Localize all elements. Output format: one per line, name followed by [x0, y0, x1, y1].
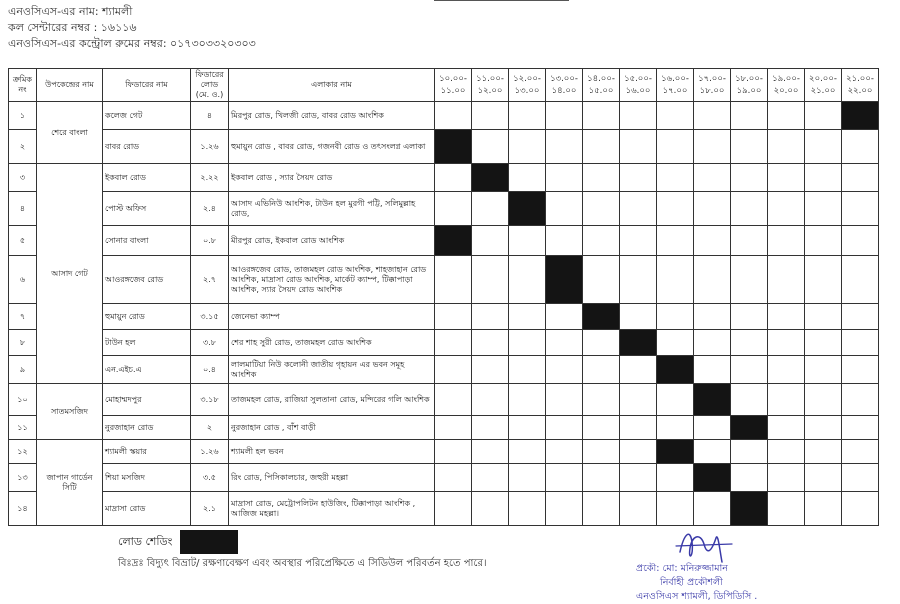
time-slot-to: ১৮.০০: [699, 86, 725, 96]
time-slot-cell: [657, 256, 694, 304]
time-slot-cell: [694, 356, 731, 384]
load-shedding-slot: [583, 304, 620, 330]
time-slot-cell: [657, 330, 694, 356]
time-slot-cell: [546, 130, 583, 164]
time-slot-cell: [583, 164, 620, 192]
time-slot-to: ১৬.০০: [625, 86, 651, 96]
load-cell: ১.২৬: [191, 130, 229, 164]
time-slot-cell: [805, 130, 842, 164]
feeder-cell: ইকবাল রোড: [103, 164, 191, 192]
table-header-row: [9, 69, 879, 102]
time-slot-cell: [842, 304, 879, 330]
call-center-number: কল সেন্টারের নম্বর : ১৬১১৬: [8, 21, 137, 34]
time-slot-cell: [546, 192, 583, 226]
time-slot-cell: [768, 226, 805, 256]
header-time-slot: [842, 69, 879, 102]
load-cell: ২: [191, 416, 229, 440]
time-slot-cell: [805, 164, 842, 192]
signatory-title: নির্বাহী প্রকৌশলী: [660, 577, 723, 588]
table-row: [9, 356, 879, 384]
substation-cell: জাপান গার্ডেন সিটি: [37, 440, 103, 526]
time-slot-cell: [805, 440, 842, 464]
time-slot-cell: [842, 256, 879, 304]
serial-cell: ৭: [9, 304, 37, 330]
document-header: [8, 4, 256, 52]
time-slot-to: ১৯.০০: [736, 86, 762, 96]
time-slot-cell: [657, 130, 694, 164]
time-slot-from: ২১.০০-: [846, 74, 874, 84]
serial-cell: ২: [9, 130, 37, 164]
time-slot-to: ১৪.০০: [551, 86, 577, 96]
signature-scribble: [620, 522, 780, 566]
time-slot-cell: [509, 330, 546, 356]
area-cell: লালমাটিয়া নিউ কলোনী জাতীয় গৃহায়ন এর ভবন সমূহ আংশিক: [229, 356, 435, 384]
table-row: [9, 226, 879, 256]
time-slot-cell: [768, 464, 805, 492]
feeder-cell: এন.এইচ.এ: [103, 356, 191, 384]
time-slot-cell: [472, 304, 509, 330]
time-slot-cell: [472, 226, 509, 256]
header-time-slot: [620, 69, 657, 102]
serial-cell: ১৩: [9, 464, 37, 492]
time-slot-cell: [805, 330, 842, 356]
time-slot-cell: [657, 464, 694, 492]
load-cell: ৩.১৮: [191, 384, 229, 416]
load-cell: ২.২২: [191, 164, 229, 192]
control-room-number: এনওসিএস-এর কন্ট্রোল রুমের নম্বর: ০১৭৩০৩৩২০৩০৩: [8, 37, 256, 50]
load-shedding-slot: [435, 130, 472, 164]
time-slot-to: ২০.০০: [773, 86, 799, 96]
time-slot-from: ১১.০০-: [476, 74, 504, 84]
time-slot-cell: [657, 416, 694, 440]
time-slot-cell: [842, 356, 879, 384]
table-row: [9, 192, 879, 226]
time-slot-from: ১৫.০০-: [624, 74, 652, 84]
header-time-slot: [472, 69, 509, 102]
time-slot-cell: [842, 464, 879, 492]
time-slot-cell: [694, 492, 731, 526]
time-slot-cell: [435, 304, 472, 330]
time-slot-from: ১৮.০০-: [735, 74, 763, 84]
top-rule: [434, 0, 569, 1]
serial-cell: ৮: [9, 330, 37, 356]
time-slot-cell: [805, 192, 842, 226]
time-slot-cell: [583, 102, 620, 130]
time-slot-cell: [509, 384, 546, 416]
time-slot-cell: [842, 492, 879, 526]
time-slot-cell: [842, 130, 879, 164]
time-slot-cell: [768, 102, 805, 130]
time-slot-cell: [768, 416, 805, 440]
time-slot-cell: [731, 256, 768, 304]
feeder-cell: হুমায়ুন রোড: [103, 304, 191, 330]
time-slot-cell: [472, 492, 509, 526]
time-slot-cell: [694, 440, 731, 464]
load-cell: ২.১: [191, 492, 229, 526]
header-time-slot: [768, 69, 805, 102]
time-slot-cell: [768, 492, 805, 526]
header-feeder: ফিডারের নাম: [103, 69, 191, 102]
time-slot-cell: [435, 464, 472, 492]
area-cell: আসাদ এভিনিউ আংশিক, টাউন হল মুরগী পট্টি, সলিমুল্লাহ রোড,: [229, 192, 435, 226]
time-slot-to: ১৫.০০: [588, 86, 614, 96]
time-slot-cell: [509, 492, 546, 526]
header-time-slot: [509, 69, 546, 102]
load-shedding-slot: [472, 164, 509, 192]
serial-cell: ১১: [9, 416, 37, 440]
load-shedding-slot: [435, 226, 472, 256]
header-time-slot: [546, 69, 583, 102]
time-slot-cell: [509, 256, 546, 304]
time-slot-cell: [620, 356, 657, 384]
time-slot-to: ১১.০০: [440, 86, 466, 96]
time-slot-cell: [583, 256, 620, 304]
time-slot-cell: [583, 492, 620, 526]
header-time-slot: [435, 69, 472, 102]
load-cell: ০.৪: [191, 356, 229, 384]
load-cell: ৩.৮: [191, 330, 229, 356]
time-slot-cell: [731, 192, 768, 226]
time-slot-cell: [435, 384, 472, 416]
time-slot-cell: [694, 416, 731, 440]
load-shedding-slot: [546, 256, 583, 304]
time-slot-cell: [583, 356, 620, 384]
area-cell: তাজমহল রোড, রাজিয়া সুলতানা রোড, মন্দিরের গলি আংশিক: [229, 384, 435, 416]
table-row: [9, 416, 879, 440]
time-slot-cell: [435, 256, 472, 304]
table-row: [9, 492, 879, 526]
serial-cell: ৯: [9, 356, 37, 384]
time-slot-cell: [805, 304, 842, 330]
time-slot-cell: [546, 464, 583, 492]
time-slot-cell: [435, 492, 472, 526]
time-slot-cell: [805, 464, 842, 492]
area-cell: রিং রোড, পিসিকালচার, জহুরী মহল্লা: [229, 464, 435, 492]
serial-cell: ১: [9, 102, 37, 130]
load-cell: ৪: [191, 102, 229, 130]
time-slot-cell: [583, 384, 620, 416]
time-slot-cell: [509, 226, 546, 256]
serial-cell: ৬: [9, 256, 37, 304]
time-slot-cell: [768, 330, 805, 356]
header-time-slot: [731, 69, 768, 102]
time-slot-cell: [620, 416, 657, 440]
time-slot-cell: [694, 102, 731, 130]
load-shedding-slot: [731, 492, 768, 526]
time-slot-cell: [546, 384, 583, 416]
time-slot-cell: [842, 440, 879, 464]
feeder-cell: আওরঙ্গজেব রোড: [103, 256, 191, 304]
time-slot-cell: [768, 256, 805, 304]
time-slot-cell: [620, 304, 657, 330]
load-shedding-slot: [694, 464, 731, 492]
substation-cell: শেরে বাংলা: [37, 102, 103, 164]
time-slot-cell: [435, 330, 472, 356]
load-cell: ১.২৬: [191, 440, 229, 464]
time-slot-cell: [546, 330, 583, 356]
time-slot-cell: [657, 492, 694, 526]
time-slot-cell: [620, 226, 657, 256]
feeder-cell: শিয়া মসজিদ: [103, 464, 191, 492]
time-slot-cell: [546, 356, 583, 384]
time-slot-cell: [731, 304, 768, 330]
time-slot-cell: [731, 164, 768, 192]
time-slot-cell: [435, 102, 472, 130]
time-slot-cell: [768, 130, 805, 164]
feeder-cell: সোনার বাংলা: [103, 226, 191, 256]
load-cell: ০.৮: [191, 226, 229, 256]
load-shedding-slot: [731, 416, 768, 440]
time-slot-cell: [768, 356, 805, 384]
time-slot-to: ১২.০০: [477, 86, 503, 96]
time-slot-cell: [694, 256, 731, 304]
time-slot-cell: [731, 440, 768, 464]
load-shedding-schedule-table: [8, 68, 879, 526]
time-slot-cell: [805, 226, 842, 256]
time-slot-cell: [509, 130, 546, 164]
time-slot-cell: [805, 416, 842, 440]
time-slot-cell: [842, 192, 879, 226]
load-shedding-slot: [657, 440, 694, 464]
feeder-cell: কলেজ গেট: [103, 102, 191, 130]
time-slot-cell: [657, 192, 694, 226]
load-shedding-slot: [509, 192, 546, 226]
time-slot-cell: [583, 130, 620, 164]
time-slot-cell: [731, 356, 768, 384]
time-slot-cell: [509, 304, 546, 330]
time-slot-cell: [694, 226, 731, 256]
legend: [118, 530, 238, 554]
time-slot-cell: [694, 330, 731, 356]
table-row: [9, 464, 879, 492]
time-slot-cell: [472, 416, 509, 440]
time-slot-cell: [620, 102, 657, 130]
time-slot-cell: [583, 192, 620, 226]
time-slot-cell: [509, 356, 546, 384]
time-slot-cell: [435, 440, 472, 464]
time-slot-cell: [805, 256, 842, 304]
table-row: [9, 102, 879, 130]
time-slot-cell: [509, 464, 546, 492]
serial-cell: ৪: [9, 192, 37, 226]
time-slot-cell: [620, 440, 657, 464]
time-slot-cell: [583, 440, 620, 464]
signature-block: [636, 562, 757, 604]
load-shedding-slot: [657, 356, 694, 384]
time-slot-cell: [620, 384, 657, 416]
table-row: [9, 440, 879, 464]
area-cell: আওরঙ্গজেব রোড, তাজমহল রোড আংশিক, শাহজাহান রোড আংশিক, মাদ্রাসা রোড আংশিক, মার্কেট ক্যাম্প, টিক্কাপাড়া আংশিক, স্যার সৈয়দ রোড আংশিক: [229, 256, 435, 304]
table-row: [9, 330, 879, 356]
time-slot-cell: [768, 384, 805, 416]
time-slot-cell: [435, 356, 472, 384]
time-slot-cell: [842, 416, 879, 440]
area-cell: ইকবাল রোড , স্যার সৈয়দ রোড: [229, 164, 435, 192]
load-cell: ২.৭: [191, 256, 229, 304]
time-slot-from: ১০.০০-: [439, 74, 467, 84]
time-slot-to: ২২.০০: [847, 86, 873, 96]
feeder-cell: শ্যামলী স্কয়ার: [103, 440, 191, 464]
serial-cell: ৩: [9, 164, 37, 192]
time-slot-cell: [620, 164, 657, 192]
time-slot-cell: [546, 102, 583, 130]
legend-label: লোড শেডিং: [118, 534, 173, 548]
time-slot-from: ১৪.০০-: [587, 74, 615, 84]
time-slot-cell: [731, 102, 768, 130]
time-slot-to: ২১.০০: [810, 86, 836, 96]
time-slot-cell: [731, 330, 768, 356]
time-slot-cell: [472, 356, 509, 384]
time-slot-cell: [583, 330, 620, 356]
area-cell: নুরজাহান রোড , বাঁশ বাড়ী: [229, 416, 435, 440]
time-slot-from: ১৩.০০-: [550, 74, 578, 84]
time-slot-cell: [805, 492, 842, 526]
time-slot-cell: [731, 226, 768, 256]
load-shedding-slot: [694, 384, 731, 416]
time-slot-cell: [842, 330, 879, 356]
time-slot-cell: [509, 164, 546, 192]
time-slot-cell: [768, 164, 805, 192]
header-time-slot: [583, 69, 620, 102]
time-slot-from: ১৭.০০-: [698, 74, 726, 84]
header-time-slot: [805, 69, 842, 102]
time-slot-cell: [805, 102, 842, 130]
time-slot-cell: [546, 416, 583, 440]
time-slot-cell: [657, 164, 694, 192]
feeder-cell: পোস্ট অফিস: [103, 192, 191, 226]
time-slot-cell: [472, 464, 509, 492]
time-slot-cell: [694, 192, 731, 226]
time-slot-cell: [731, 130, 768, 164]
signatory-name: প্রকৌ: মো: মনিরুজ্জামান: [636, 563, 728, 574]
time-slot-from: ১৬.০০-: [661, 74, 689, 84]
serial-cell: ১০: [9, 384, 37, 416]
time-slot-cell: [435, 164, 472, 192]
nocs-name: এনওসিএস-এর নাম: শ্যামলী: [8, 5, 133, 18]
time-slot-cell: [583, 416, 620, 440]
time-slot-cell: [768, 192, 805, 226]
time-slot-cell: [657, 304, 694, 330]
time-slot-cell: [731, 464, 768, 492]
time-slot-cell: [768, 440, 805, 464]
area-cell: শ্যামলী হল ভবন: [229, 440, 435, 464]
time-slot-cell: [435, 416, 472, 440]
time-slot-cell: [694, 164, 731, 192]
feeder-cell: বাবর রোড: [103, 130, 191, 164]
time-slot-cell: [657, 226, 694, 256]
time-slot-from: ১২.০০-: [513, 74, 541, 84]
time-slot-from: ১৯.০০-: [772, 74, 800, 84]
load-shedding-slot: [620, 330, 657, 356]
substation-cell: আসাদ গেট: [37, 164, 103, 384]
serial-cell: ৫: [9, 226, 37, 256]
time-slot-cell: [472, 102, 509, 130]
load-cell: ৩.১৫: [191, 304, 229, 330]
header-load: ফিডারের লোড (মে. ও.): [191, 69, 229, 102]
time-slot-cell: [546, 164, 583, 192]
time-slot-cell: [805, 384, 842, 416]
load-cell: ৩.৫: [191, 464, 229, 492]
time-slot-cell: [842, 226, 879, 256]
area-cell: হুমায়ুন রোড , বাবর রোড, গজনবী রোড ও তৎসংলগ্ন এলাকা: [229, 130, 435, 164]
header-time-slot: [694, 69, 731, 102]
time-slot-cell: [620, 492, 657, 526]
time-slot-cell: [583, 464, 620, 492]
time-slot-cell: [472, 384, 509, 416]
table-row: [9, 384, 879, 416]
table-row: [9, 130, 879, 164]
time-slot-cell: [472, 256, 509, 304]
time-slot-to: ১৩.০০: [514, 86, 540, 96]
header-substation: উপকেন্দ্রের নাম: [37, 69, 103, 102]
time-slot-cell: [583, 226, 620, 256]
header-area: এলাকার নাম: [229, 69, 435, 102]
time-slot-to: ১৭.০০: [662, 86, 688, 96]
time-slot-cell: [546, 226, 583, 256]
time-slot-cell: [435, 192, 472, 226]
table-row: [9, 304, 879, 330]
time-slot-cell: [805, 356, 842, 384]
area-cell: শের শাহ সুরী রোড, তাজমহল রোড আংশিক: [229, 330, 435, 356]
substation-cell: সাতমসজিদ: [37, 384, 103, 440]
time-slot-cell: [657, 384, 694, 416]
time-slot-cell: [842, 384, 879, 416]
area-cell: জেনেভা ক্যাম্প: [229, 304, 435, 330]
table-row: [9, 164, 879, 192]
time-slot-cell: [620, 256, 657, 304]
time-slot-cell: [472, 192, 509, 226]
time-slot-cell: [472, 440, 509, 464]
time-slot-cell: [546, 304, 583, 330]
time-slot-cell: [509, 102, 546, 130]
load-cell: ২.৪: [191, 192, 229, 226]
serial-cell: ১২: [9, 440, 37, 464]
area-cell: মিরপুর রোড, খিলজী রোড, বাবর রোড আংশিক: [229, 102, 435, 130]
feeder-cell: নুরজাহান রোড: [103, 416, 191, 440]
area-cell: মীরপুর রোড, ইকবাল রোড আংশিক: [229, 226, 435, 256]
time-slot-cell: [472, 330, 509, 356]
table-row: [9, 256, 879, 304]
signatory-office: এনওসিএস শ্যামলী, ডিপিডিসি .: [636, 591, 758, 602]
legend-swatch: [180, 530, 238, 554]
time-slot-cell: [620, 130, 657, 164]
time-slot-cell: [768, 304, 805, 330]
header-time-slot: [657, 69, 694, 102]
area-cell: মাদ্রাসা রোড, মেট্রোপলিটন হাউজিং, টিক্কাপাড়া আংশিক , আজিজ মহল্লা।: [229, 492, 435, 526]
time-slot-cell: [546, 440, 583, 464]
time-slot-cell: [509, 416, 546, 440]
feeder-cell: মোহাম্মদপুর: [103, 384, 191, 416]
time-slot-cell: [546, 492, 583, 526]
header-serial: ক্রমিক নং: [9, 69, 37, 102]
time-slot-cell: [657, 102, 694, 130]
time-slot-cell: [694, 130, 731, 164]
feeder-cell: মাদ্রাসা রোড: [103, 492, 191, 526]
disclaimer-note: বিঃদ্রঃ বিদ্যুৎ বিভ্রাট/ রক্ষণাবেক্ষণ এবং অবস্থার পরিপ্রেক্ষিতে এ সিডিউল পরিবর্তন হতে পারে।: [118, 558, 487, 569]
time-slot-cell: [694, 304, 731, 330]
time-slot-cell: [472, 130, 509, 164]
time-slot-cell: [509, 440, 546, 464]
time-slot-cell: [620, 464, 657, 492]
feeder-cell: টাউন হল: [103, 330, 191, 356]
time-slot-from: ২০.০০-: [809, 74, 837, 84]
time-slot-cell: [842, 164, 879, 192]
serial-cell: ১৪: [9, 492, 37, 526]
load-shedding-slot: [842, 102, 879, 130]
time-slot-cell: [620, 192, 657, 226]
time-slot-cell: [731, 384, 768, 416]
